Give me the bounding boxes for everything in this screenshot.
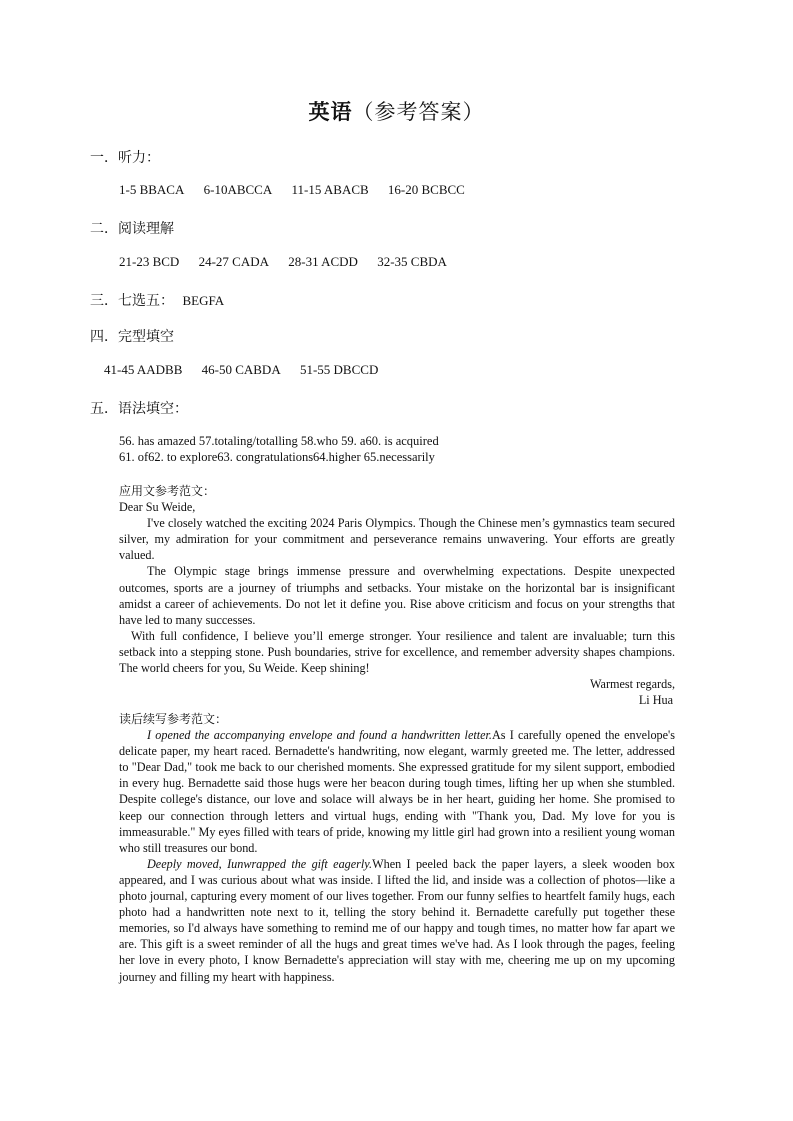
letter-paragraph: The Olympic stage brings immense pressure and overwhelming expectations. Despite unexpected outcomes, sports are a journey of triumphs and setbacks. Your mistake on the horizontal bar is insignificant amidst a career of achievements. Do not let it define you. Rise above criticism and focus on your strengths that have led to many successes. bbox=[119, 564, 675, 627]
answer-group: 32-35 CBDA bbox=[377, 254, 447, 269]
letter-paragraph: With full confidence, I believe you’ll emerge stronger. Your resilience and talent are invaluable; turn this setback into a stepping stone. Push boundaries, strive for excellence, and remember adversity shapes champions. The world cheers for you, Su Weide. Keep shining! bbox=[119, 628, 675, 676]
paragraph-lead-sentence: I opened the accompanying envelope and found a handwritten letter. bbox=[147, 728, 492, 743]
answer-group: 51-55 DBCCD bbox=[299, 362, 379, 377]
continuation-label: 读后续写参考范文： bbox=[119, 712, 228, 726]
letter-signature: Li Hua bbox=[638, 693, 673, 708]
section-heading-reading: 二．阅读理解 bbox=[90, 221, 174, 237]
letter-salutation: Dear Su Weide, bbox=[119, 500, 196, 515]
continuation-paragraph bbox=[119, 856, 675, 985]
seven-answer: BEGFA bbox=[182, 293, 225, 308]
page-title bbox=[0, 96, 793, 126]
grammar-answers-line-1: 56. has amazed 57.totaling/totalling 58.who 59. a60. is acquired bbox=[119, 434, 439, 448]
section-heading-cloze: 四．完型填空 bbox=[90, 329, 174, 345]
answer-group: 6-10ABCCA bbox=[203, 182, 273, 197]
title-subtitle: （参考答案） bbox=[352, 100, 485, 124]
answer-group: 28-31 ACDD bbox=[288, 254, 358, 269]
answer-group: 24-27 CADA bbox=[198, 254, 269, 269]
section-heading-listening: 一．听力： bbox=[90, 150, 160, 166]
answer-group: 46-50 CABDA bbox=[201, 362, 281, 377]
applied-writing-label: 应用文参考范文： bbox=[119, 484, 216, 498]
title-text: 英语 bbox=[308, 99, 353, 124]
section-heading-grammar: 五．语法填空： bbox=[90, 401, 188, 417]
paragraph-body: When I peeled back the paper layers, a sleek wooden box appeared, and I was curious about what was inside. I lifted the lid, and inside was a collection of photos—like a photo journal, capturing every moment of our lives together. From our funny selfies to heartfelt family hugs, each photo had a handwritten note next to it, telling the story behind it. Bernadette carefully put together these memories, so I'd always have something to remind me of our happy and tough times, no matter how far apart we are. This gift is a sweet reminder of all the hugs and great times we've had. As I look through the pages, feeling her love in every photo, I know Bernadette's appreciation will stay with me, cheering me up on my upcoming journey and filling my heart with happiness. bbox=[119, 856, 676, 984]
section-heading-seven bbox=[90, 290, 224, 310]
applied-writing bbox=[119, 483, 675, 708]
reading-answers bbox=[119, 254, 463, 270]
answer-group: 16-20 BCBCC bbox=[387, 182, 465, 197]
answer-group: 21-23 BCD bbox=[119, 254, 180, 269]
answer-group: 1-5 BBACA bbox=[119, 182, 185, 197]
seven-heading-text: 三．七选五： bbox=[90, 293, 174, 309]
answer-group: 11-15 ABACB bbox=[291, 182, 369, 197]
continuation-paragraph bbox=[119, 727, 675, 856]
listening-answers bbox=[119, 182, 481, 198]
grammar-answers-line-2: 61. of62. to explore63. congratulations64.higher 65.necessarily bbox=[119, 450, 435, 464]
answer-group: 41-45 AADBB bbox=[104, 362, 183, 377]
paragraph-body: As I carefully opened the envelope's delicate paper, my heart raced. Bernadette's handwriting, now elegant, warmly greeted me. The letter, addressed to "Dear Dad," took me back to our cherished moments. She expressed gratitude for my silent support, embodied in every hug. Bernadette said those hugs were her beacon during tough times, lifting her up when she stumbled. Despite college's distance, our love and solace will always be in her heart, guiding her home. She promised to keep our connection through letters and virtual hugs, ending with "Thank you, Dad. My love for you is immeasurable." My eyes filled with tears of pride, knowing my little girl had grown into a resilient young woman who still treasures our bond. bbox=[119, 728, 675, 855]
paragraph-lead-sentence: Deeply moved, Iunwrapped the gift eagerly. bbox=[147, 856, 373, 871]
cloze-answers bbox=[104, 362, 394, 378]
continuation-writing bbox=[119, 711, 675, 985]
letter-closing: Warmest regards, bbox=[590, 677, 675, 692]
letter-paragraph: I've closely watched the exciting 2024 Paris Olympics. Though the Chinese men’s gymnastics team secured silver, my admiration for your commitment and perseverance remains unwavering. Your efforts are greatly valued. bbox=[119, 516, 675, 563]
